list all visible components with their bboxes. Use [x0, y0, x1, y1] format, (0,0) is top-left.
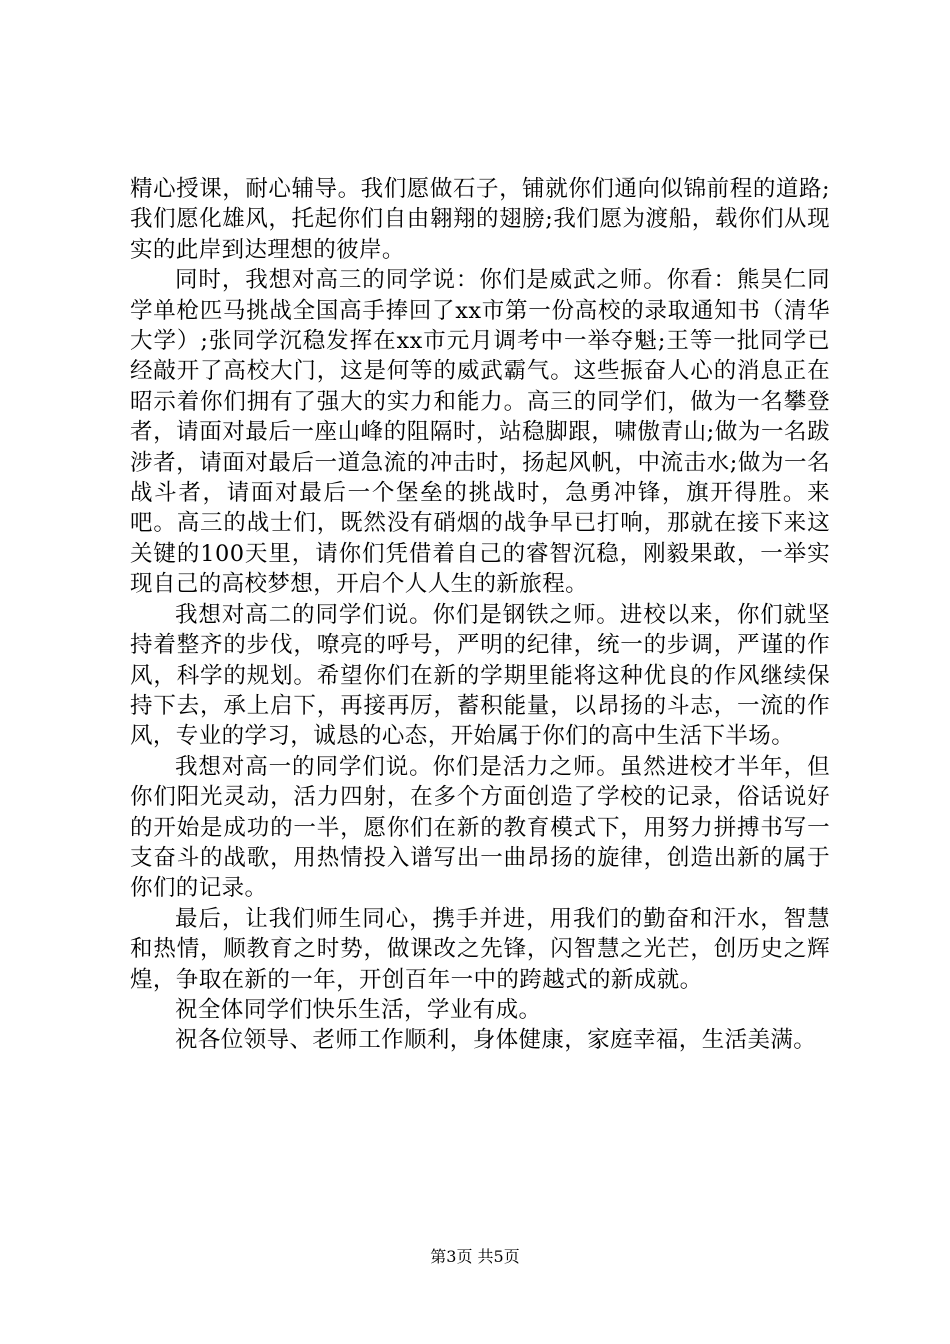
page-footer: 第3页 共5页 — [430, 1247, 520, 1266]
paragraph-2: 同时，我想对高三的同学说：你们是威武之师。你看：熊昊仁同学单枪匹马挑战全国高手捧回了xx市第一份高校的录取通知书（清华大学）;张同学沉稳发挥在xx市元月调考中一举夺魁;王等一批同学已经敲开了高校大门，这是何等的威武霸气。这些振奋人心的消息正在昭示着你们拥有了强大的实力和能力。高三的同学们，做为一名攀登者，请面对最后一座山峰的阻隔时，站稳脚跟，啸傲青山;做为一名跋涉者，请面对最后一道急流的冲击时，扬起风帆，中流击水;做为一名战斗者，请面对最后一个堡垒的挑战时，急勇冲锋，旗开得胜。来吧。高三的战士们，既然没有硝烟的战争早已打响，那就在接下来这关键的100天里，请你们凭借着自己的睿智沉稳，刚毅果敢，一举实现自己的高校梦想，开启个人人生的新旅程。 — [130, 267, 830, 598]
paragraph-1: 精心授课，耐心辅导。我们愿做石子，铺就你们通向似锦前程的道路;我们愿化雄风，托起你们自由翱翔的翅膀;我们愿为渡船，载你们从现实的此岸到达理想的彼岸。 — [130, 176, 830, 263]
paragraph-7: 祝各位领导、老师工作顺利，身体健康，家庭幸福，生活美满。 — [175, 1027, 817, 1054]
document-body — [130, 174, 830, 1056]
paragraph-3: 我想对高二的同学们说。你们是钢铁之师。进校以来，你们就坚持着整齐的步伐，嘹亮的呼号，严明的纪律，统一的步调，严谨的作风，科学的规划。希望你们在新的学期里能将这种优良的作风继续保持下去，承上启下，再接再厉，蓄积能量，以昂扬的斗志，一流的作风，专业的学习，诚恳的心态，开始属于你们的高中生活下半场。 — [130, 601, 830, 750]
paragraph-5: 最后，让我们师生同心，携手并进，用我们的勤奋和汗水，智慧和热情，顺教育之时势，做课改之先锋，闪智慧之光芒，创历史之辉煌，争取在新的一年，开创百年一中的跨越式的新成就。 — [130, 905, 830, 993]
paragraph-4: 我想对高一的同学们说。你们是活力之师。虽然进校才半年，但你们阳光灵动，活力四射，在多个方面创造了学校的记录，俗话说好的开始是成功的一半，愿你们在新的教育模式下，用努力拼搏书写一支奋斗的战歌，用热情投入谱写出一曲昂扬的旋律，创造出新的属于你们的记录。 — [130, 753, 830, 902]
paragraph-6: 祝全体同学们快乐生活，学业有成。 — [175, 996, 542, 1023]
